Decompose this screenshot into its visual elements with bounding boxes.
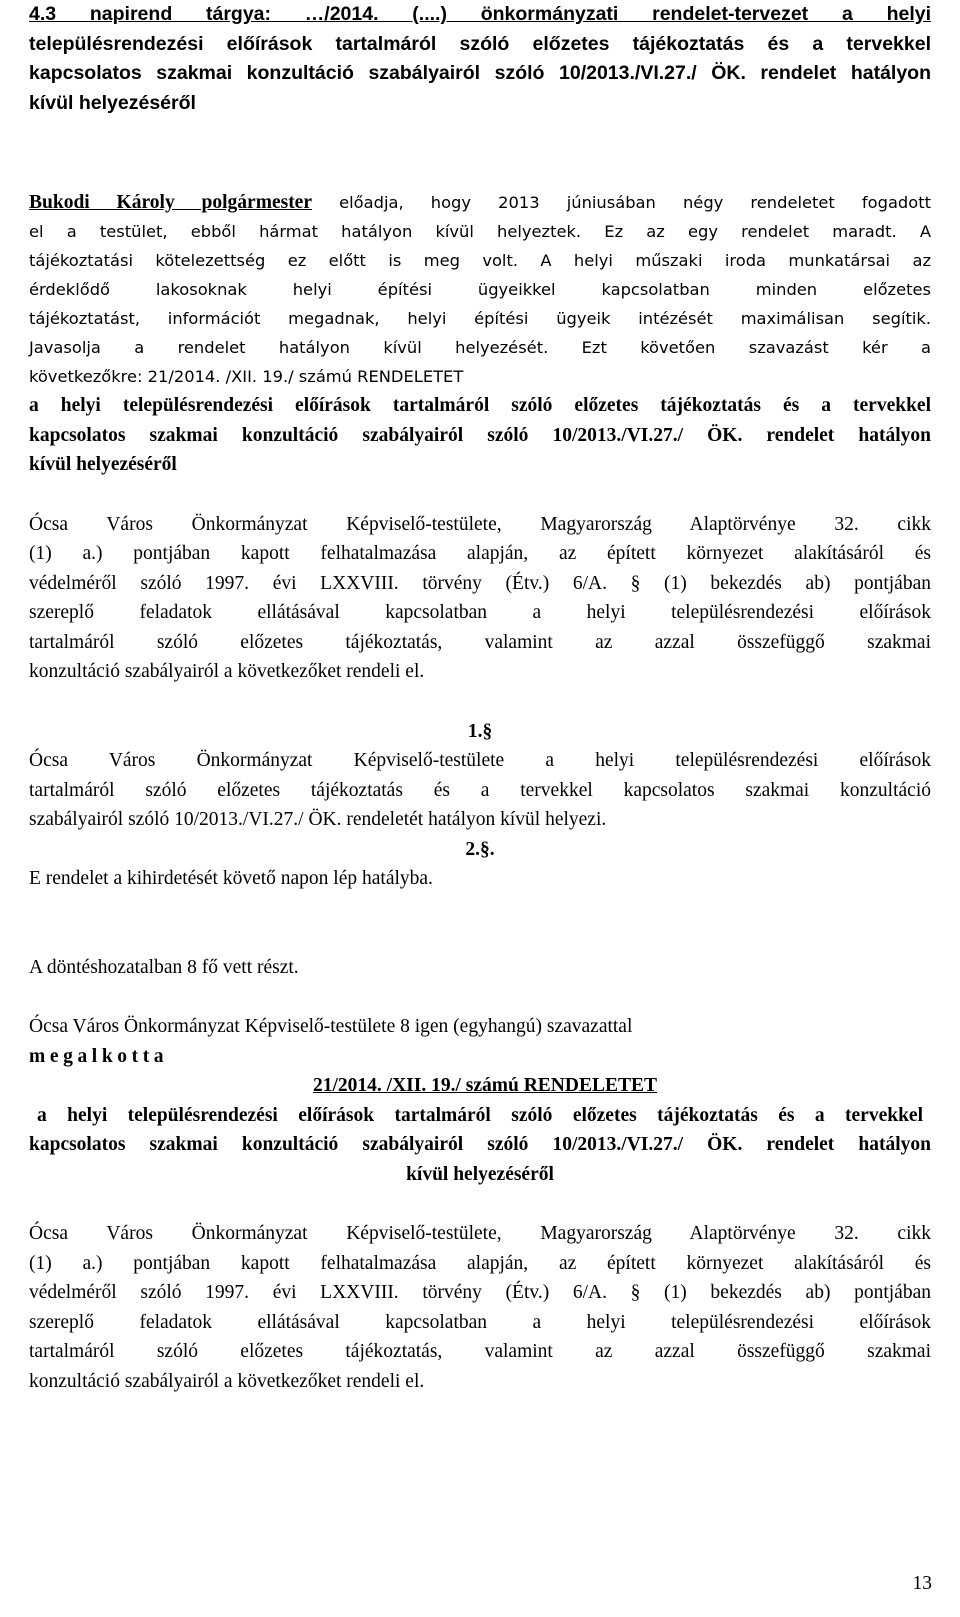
- vote-adopted: megalkotta: [29, 1045, 169, 1067]
- vote-participants: A döntéshozatalban 8 fő vett részt.: [29, 956, 299, 978]
- section-1-line: szabályairól szóló 10/2013./VI.27./ ÖK. rendeletét hatályon kívül helyezi.: [29, 809, 607, 830]
- final-decree-title-line: kívül helyezéséről: [406, 1163, 554, 1185]
- agenda-title-line: kívül helyezéséről: [29, 91, 196, 114]
- final-decree-title-line: a helyi településrendezési előírások tartalmáról szóló előzetes tájékoztatás és a tervekkel: [37, 1104, 923, 1126]
- section-1: [29, 717, 931, 835]
- final-decree-title-line: kapcsolatos szakmai konzultáció szabályairól szóló 10/2013./VI.27./ ÖK. rendelet hatályon: [29, 1134, 931, 1155]
- draft-title-line: a helyi településrendezési előírások tartalmáról szóló előzetes tájékoztatás és a tervekkel: [29, 395, 931, 416]
- presentation-line: Javasolja a rendelet hatályon kívül helyezését. Ezt követően szavazást kér a: [29, 338, 931, 357]
- section-2-number: 2.§.: [465, 838, 495, 860]
- final-preamble-line: Ócsa Város Önkormányzat Képviselő-testülete, Magyarország Alaptörvénye 32. cikk: [29, 1223, 931, 1244]
- section-1-number: 1.§: [467, 720, 493, 742]
- preamble-line: konzultáció szabályairól a következőket rendeli el.: [29, 661, 425, 682]
- final-preamble-line: tartalmáról szóló előzetes tájékoztatás, valamint az azzal összefüggő szakmai: [29, 1341, 931, 1362]
- section-2: [29, 835, 931, 894]
- draft-title-line: kapcsolatos szakmai konzultáció szabályairól szóló 10/2013./VI.27./ ÖK. rendelet hatályon: [29, 424, 931, 446]
- preamble-line: tartalmáról szóló előzetes tájékoztatás, valamint az azzal összefüggő szakmai: [29, 631, 931, 653]
- agenda-title-line: településrendezési előírások tartalmáról szóló előzetes tájékoztatás és a tervekkel: [29, 32, 931, 55]
- presentation-line: el a testület, ebből hármat hatályon kívül helyeztek. Ez az egy rendelet maradt. A: [29, 222, 931, 241]
- final-decree: [29, 1071, 931, 1189]
- preamble-line: védelméről szóló 1997. évi LXXVIII. törvény (Étv.) 6/A. § (1) bekezdés ab) pontjában: [29, 572, 931, 594]
- preamble-line: Ócsa Város Önkormányzat Képviselő-testülete, Magyarország Alaptörvénye 32. cikk: [29, 513, 931, 535]
- final-preamble: [29, 1219, 931, 1396]
- final-preamble-line: (1) a.) pontjában kapott felhatalmazása alapján, az épített környezet alakításáról és: [29, 1252, 931, 1274]
- final-decree-number: 21/2014. /XII. 19./ számú RENDELETET: [312, 1075, 657, 1096]
- draft-decree-title: [29, 391, 931, 480]
- agenda-title-line: kapcsolatos szakmai konzultáció szabályairól szóló 10/2013./VI.27./ ÖK. rendelet hatályon: [29, 62, 931, 84]
- preamble: [29, 510, 931, 687]
- agenda-title-line: 4.3 napirend tárgya: …/2014. (....) önkormányzati rendelet-tervezet a helyi: [29, 3, 931, 25]
- presentation-paragraph: [29, 188, 931, 391]
- vote-block: [29, 953, 931, 1072]
- agenda-title: [29, 0, 931, 118]
- page-number: 13: [912, 1573, 932, 1594]
- section-1-line: Ócsa Város Önkormányzat Képviselő-testülete a helyi településrendezési előírások: [29, 750, 931, 771]
- section-1-line: tartalmáról szóló előzetes tájékoztatás és a tervekkel kapcsolatos szakmai konzultáció: [29, 779, 931, 801]
- final-preamble-line: védelméről szóló 1997. évi LXXVIII. törvény (Étv.) 6/A. § (1) bekezdés ab) pontjában: [29, 1282, 931, 1303]
- draft-title-line: kívül helyezéséről: [29, 454, 177, 475]
- presentation-line: érdeklődő lakosoknak helyi építési ügyeikkel kapcsolatban minden előzetes: [29, 280, 931, 299]
- final-preamble-line: konzultáció szabályairól a következőket rendeli el.: [29, 1370, 425, 1392]
- preamble-line: (1) a.) pontjában kapott felhatalmazása alapján, az épített környezet alakításáról és: [29, 543, 931, 564]
- presentation-line: tájékoztatási kötelezettség ez előtt is meg volt. A helyi műszaki iroda munkatársai az: [29, 251, 931, 270]
- final-preamble-line: szereplő feladatok ellátásával kapcsolatban a helyi településrendezési előírások: [29, 1311, 931, 1333]
- preamble-line: szereplő feladatok ellátásával kapcsolatban a helyi településrendezési előírások: [29, 602, 931, 623]
- presentation-line: Bukodi Károly polgármester előadja, hogy 2013 júniusában négy rendeletet fogadott: [29, 192, 931, 213]
- section-2-text: E rendelet a kihirdetését követő napon lép hatályba.: [29, 868, 433, 889]
- presentation-line: tájékoztatást, információt megadnak, helyi építési ügyeik intézését maximálisan segítik.: [29, 309, 931, 328]
- speaker-name: Bukodi Károly polgármester: [29, 192, 312, 213]
- vote-result: Ócsa Város Önkormányzat Képviselő-testülete 8 igen (egyhangú) szavazattal: [29, 1016, 633, 1037]
- presentation-line: következőkre: 21/2014. /XII. 19./ számú RENDELETET: [29, 367, 464, 386]
